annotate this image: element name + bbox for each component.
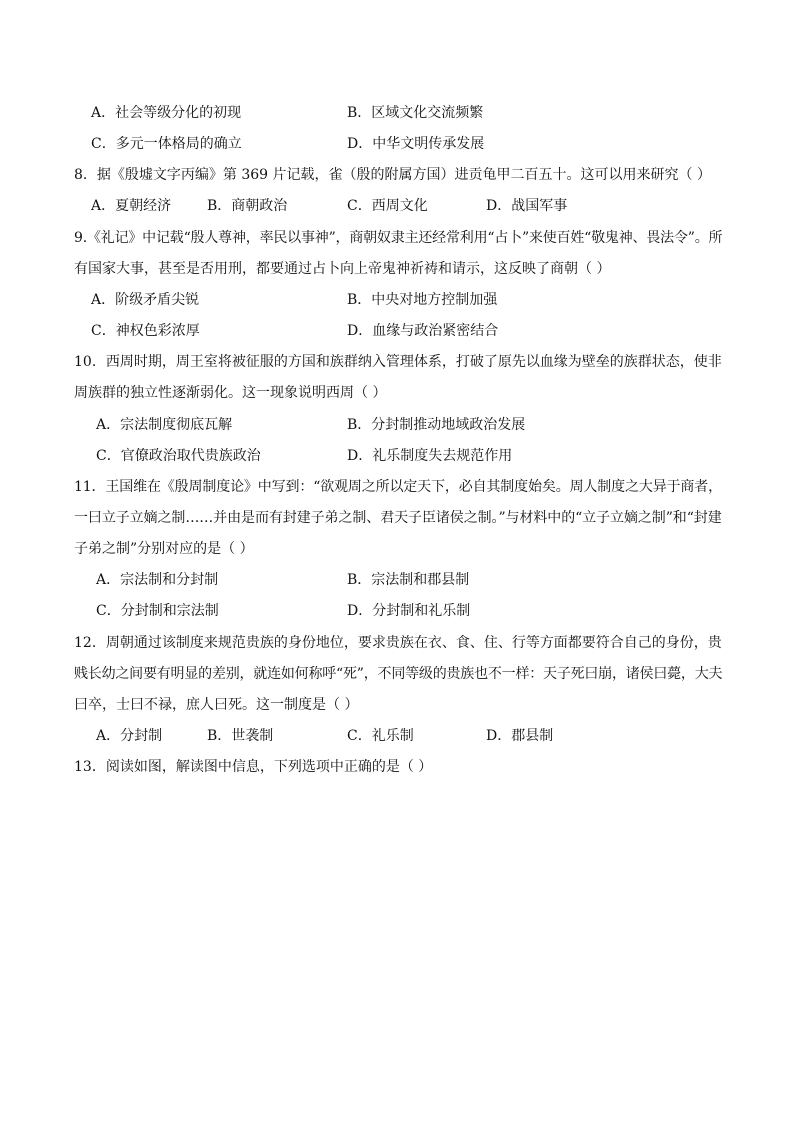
q11-option-d: D．分封制和礼乐制 [347,603,471,619]
q8-option-d: D．战国军事 [486,198,568,214]
q7-option-d: D．中华文明传承发展 [347,136,485,152]
q11-option-b: B．宗法制和郡县制 [347,572,470,588]
q12-option-a: A．分封制 [96,728,163,744]
q7-option-b: B．区域文化交流频繁 [347,105,484,121]
q9-option-b: B．中央对地方控制加强 [347,292,498,308]
q10-option-a: A．宗法制度彻底瓦解 [96,417,233,433]
q8-option-c: C．西周文化 [347,198,428,214]
q8-stem: 8．据《殷墟文字丙编》第 369 片记载，雀（殷的附属方国）进贡龟甲二百五十。这可以用来研究（ ） [74,167,711,183]
q12-option-d: D．郡县制 [486,728,554,744]
q11-stem-line-2: 一曰立子立嫡之制……并由是而有封建子弟之制、君天子臣诸侯之制。”与材料中的“立子立嫡之制”和“封建 [74,510,722,526]
q12-stem-line-2: 贱长幼之间要有明显的差别，就连如何称呼“死”，不同等级的贵族也不一样：天子死曰崩，诸侯曰薨，大夫 [74,666,723,682]
q13-stem: 13．阅读如图，解读图中信息，下列选项中正确的是（ ） [74,759,433,775]
q11-stem-line-3: 子弟之制”分别对应的是（ ） [74,541,254,557]
q12-option-c: C．礼乐制 [347,728,414,744]
q9-option-c: C．神权色彩浓厚 [91,323,200,339]
q9-stem-line-2: 有国家大事，甚至是否用刑，都要通过占卜向上帝鬼神祈祷和请示，这反映了商朝（ ） [74,261,611,277]
q12-stem-line-3: 曰卒，士曰不禄，庶人曰死。这一制度是（ ） [74,697,359,713]
q10-option-d: D．礼乐制度失去规范作用 [347,448,513,464]
q11-option-a: A．宗法制和分封制 [96,572,219,588]
q12-option-b: B．世袭制 [207,728,274,744]
q11-stem-line-1: 11．王国维在《殷周制度论》中写到：“欲观周之所以定天下，必自其制度始矣。周人制度之大异于商者， [74,479,722,495]
q8-option-b: B．商朝政治 [207,198,288,214]
q9-stem-line-1: 9.《礼记》中记载“殷人尊神，率民以事神”，商朝奴隶主还经常利用“占卜”来使百姓“敬鬼神、畏法令”。所 [74,230,723,246]
q9-option-d: D．血缘与政治紧密结合 [347,323,499,339]
q10-stem-line-2: 周族群的独立性逐渐弱化。这一现象说明西周（ ） [74,385,387,401]
q7-option-c: C．多元一体格局的确立 [91,136,242,152]
q12-stem-line-1: 12．周朝通过该制度来规范贵族的身份地位，要求贵族在衣、食、住、行等方面都要符合自己的身份，贵 [74,635,722,651]
q10-option-c: C．官僚政治取代贵族政治 [96,448,261,464]
q11-option-c: C．分封制和宗法制 [96,603,219,619]
q10-stem-line-1: 10．西周时期，周王室将被征服的方国和族群纳入管理体系，打破了原先以血缘为壁垒的族群状态，使非 [74,354,722,370]
q8-option-a: A．夏朝经济 [91,198,172,214]
q7-option-a: A．社会等级分化的初现 [91,105,242,121]
q9-option-a: A．阶级矛盾尖锐 [91,292,200,308]
q10-option-b: B．分封制推动地域政治发展 [347,417,526,433]
